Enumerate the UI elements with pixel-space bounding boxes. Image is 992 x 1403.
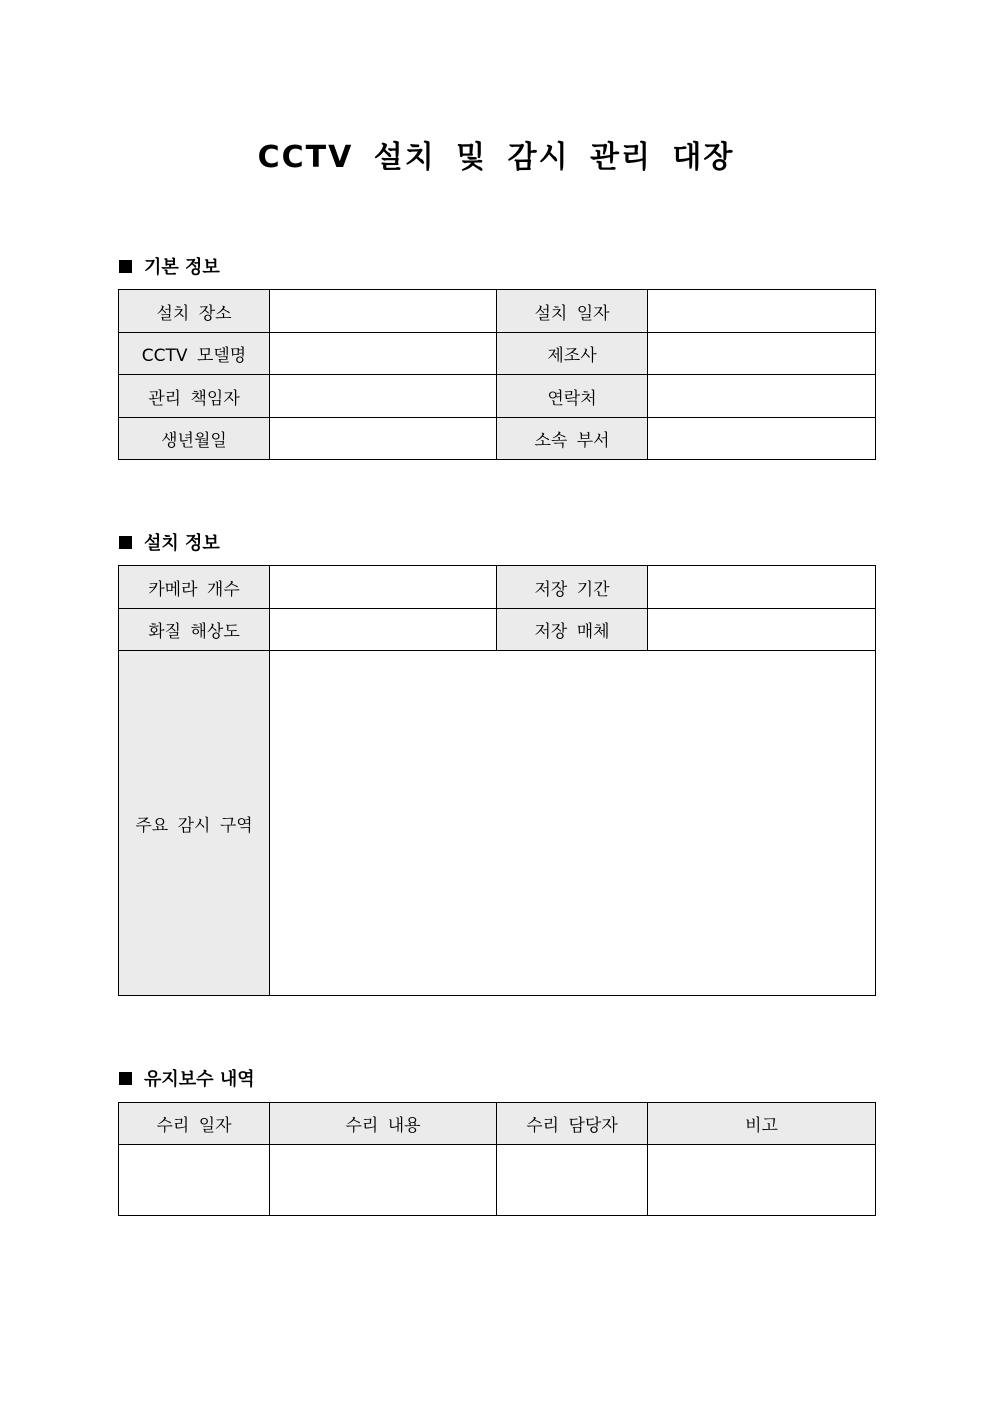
section-heading-maintenance-label: 유지보수 내역 [144,1069,255,1090]
table-row [119,290,876,333]
cctv-model-label: CCTV 모델명 [119,333,270,375]
table-row [119,609,876,651]
square-bullet-icon [119,1072,132,1085]
section-heading-maintenance [119,1065,255,1091]
column-header-repair-content: 수리 내용 [270,1103,497,1145]
manager-label: 관리 책임자 [119,375,270,418]
column-header-repair-person: 수리 담당자 [497,1103,648,1145]
column-header-repair-date: 수리 일자 [119,1103,270,1145]
note-cell[interactable] [648,1145,876,1216]
monitoring-area-field[interactable] [270,651,876,996]
install-date-field[interactable] [648,290,876,333]
storage-period-label: 저장 기간 [497,566,648,609]
table-row [119,1145,876,1216]
table-row [119,418,876,460]
manager-field[interactable] [270,375,497,418]
storage-media-label: 저장 매체 [497,609,648,651]
table-row [119,375,876,418]
department-label: 소속 부서 [497,418,648,460]
section-heading-install-label: 설치 정보 [144,533,220,554]
table-header-row [119,1103,876,1145]
department-field[interactable] [648,418,876,460]
install-date-label: 설치 일자 [497,290,648,333]
camera-count-field[interactable] [270,566,497,609]
install-info-table [118,565,876,996]
section-heading-install [119,529,220,555]
resolution-label: 화질 해상도 [119,609,270,651]
storage-period-field[interactable] [648,566,876,609]
birthdate-field[interactable] [270,418,497,460]
table-row [119,333,876,375]
section-heading-basic [119,253,220,279]
manufacturer-label: 제조사 [497,333,648,375]
repair-person-cell[interactable] [497,1145,648,1216]
maintenance-table [118,1102,876,1216]
contact-label: 연락처 [497,375,648,418]
install-location-label: 설치 장소 [119,290,270,333]
storage-media-field[interactable] [648,609,876,651]
table-row [119,651,876,996]
table-row [119,566,876,609]
birthdate-label: 생년월일 [119,418,270,460]
manufacturer-field[interactable] [648,333,876,375]
repair-date-cell[interactable] [119,1145,270,1216]
basic-info-table [118,289,876,460]
repair-content-cell[interactable] [270,1145,497,1216]
square-bullet-icon [119,260,132,273]
cctv-model-field[interactable] [270,333,497,375]
column-header-note: 비고 [648,1103,876,1145]
square-bullet-icon [119,536,132,549]
camera-count-label: 카메라 개수 [119,566,270,609]
page-title: CCTV 설치 및 감시 관리 대장 [257,140,735,175]
contact-field[interactable] [648,375,876,418]
resolution-field[interactable] [270,609,497,651]
section-heading-basic-label: 기본 정보 [144,257,220,278]
install-location-field[interactable] [270,290,497,333]
monitoring-area-label: 주요 감시 구역 [119,651,270,996]
